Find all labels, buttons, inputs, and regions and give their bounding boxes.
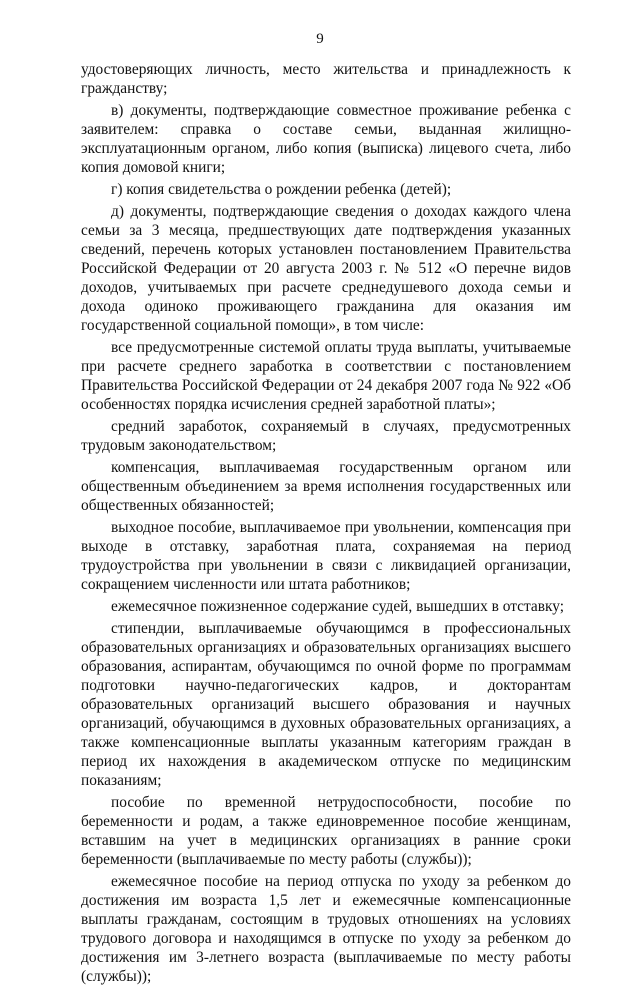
paragraph-income-childcare: ежемесячное пособие на период отпуска по уходу за ребенком до достижения им возраста 1,5 лет и ежемесячные компенсационные выплаты гражданам, состоящим в трудовых отношениях на условиях трудового договора и находящимся в отпуске по уходу за ребенком до достижения им 3-летнего возраста (выплачиваемые по месту работы (службы));	[81, 873, 571, 985]
paragraph-continuation: удостоверяющих личность, место жительства и принадлежность к гражданству;	[81, 61, 571, 97]
paragraph-income-sick-leave: пособие по временной нетрудоспособности, пособие по беременности и родам, а также единовременное пособие женщинам, вставшим на учет в медицинских организациях в ранние сроки беременности (выплачиваемые по месту работы (службы));	[81, 794, 571, 868]
paragraph-item-g: г) копия свидетельства о рождении ребенка (детей);	[111, 181, 452, 198]
paragraph-income-judges: ежемесячное пожизненное содержание судей, вышедших в отставку;	[111, 598, 565, 615]
paragraph-item-v: в) документы, подтверждающие совместное проживание ребенка с заявителем: справка о составе семьи, выданная жилищно-эксплуатационным органом, либо копия (выписка) лицевого счета, либо копия домовой книги;	[81, 102, 571, 176]
paragraph-item-d: д) документы, подтверждающие сведения о доходах каждого члена семьи за 3 месяца, предшествующих дате подтверждения указанных сведений, перечень которых установлен постановлением Правительства Российской Федерации от 20 августа 2003 г. № 512 «О перечне видов доходов, учитываемых при расчете среднедушевого дохода семьи и дохода одиноко проживающего гражданина для оказания им государственной социальной помощи», в том числе:	[81, 203, 571, 334]
document-body	[81, 60, 571, 989]
page-number: 9	[316, 31, 324, 47]
paragraph-income-average-earnings: средний заработок, сохраняемый в случаях, предусмотренных трудовым законодательством;	[81, 418, 571, 454]
paragraph-income-compensation: компенсация, выплачиваемая государственным органом или общественным объединением за время исполнения государственных или общественных обязанностей;	[81, 459, 571, 514]
paragraph-income-stipends: стипендии, выплачиваемые обучающимся в профессиональных образовательных организациях и образовательных организациях высшего образования, аспирантам, обучающимся по очной форме по программам подготовки научно-педагогических кадров, и докторантам образовательных организаций высшего образования и научных организаций, обучающимся в духовных образовательных организациях, а также компенсационные выплаты указанным категориям граждан в период их нахождения в академическом отпуске по медицинским показаниям;	[81, 620, 571, 789]
paragraph-income-severance: выходное пособие, выплачиваемое при увольнении, компенсация при выходе в отставку, заработная плата, сохраняемая на период трудоустройства при увольнении в связи с ликвидацией организации, сокращением численности или штата работников;	[81, 519, 571, 593]
paragraph-income-wages: все предусмотренные системой оплаты труда выплаты, учитываемые при расчете среднего заработка в соответствии с постановлением Правительства Российской Федерации от 24 декабря 2007 года № 922 «Об особенностях порядка исчисления средней заработной платы»;	[81, 339, 571, 413]
